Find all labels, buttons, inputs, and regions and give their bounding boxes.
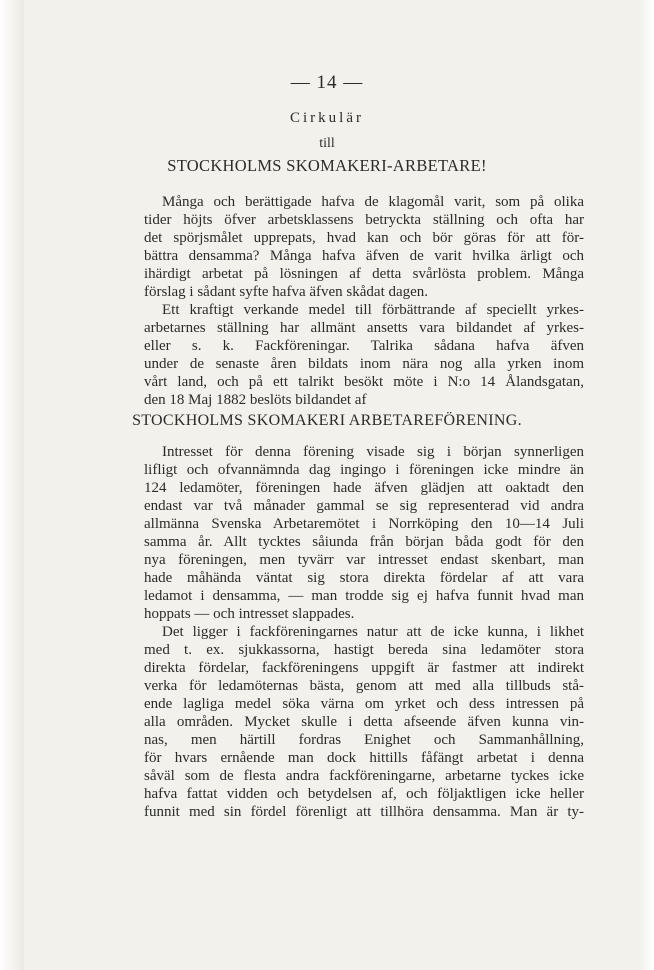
- text-line: ende lagliga medel söka värna om yrket och dess intressen på: [144, 696, 584, 712]
- text-line: verka för ledamöternas bästa, genom att med alla tillbuds stå-: [144, 678, 584, 694]
- text-line: ledamot i densamma, — man trodde sig ej hafva funnit hvad man: [144, 588, 584, 604]
- text-line: hoppats — och intresset slappades.: [144, 606, 355, 622]
- text-line: Ett kraftigt verkande medel till förbättrande af speciellt yrkes-: [162, 302, 584, 318]
- text-line: alla områden. Mycket skulle i detta afseende äfven kunna vin-: [144, 714, 584, 730]
- text-line: det spörjsmålet upprepats, hvad kan och bör göras för att för-: [144, 230, 584, 246]
- text-line: tider höjts öfver arbetsklassens betryckta ställning och ofta har: [144, 212, 584, 228]
- text-line: arbetarnes ställning har allmänt ansetts vara bildandet af yrkes-: [144, 320, 584, 336]
- text-line: såväl som de flesta andra fackföreningarne, arbetarne tyckes icke: [144, 768, 584, 784]
- text-line: hafva fattat vidden och betydelsen af, och följaktligen icke heller: [144, 786, 584, 802]
- text-line: nya föreningen, men tyvärr var intresset endast skenbart, man: [144, 552, 584, 568]
- text-line: vårt land, och på ett talrikt besökt möte i N:o 14 Ålandsgatan,: [144, 374, 584, 390]
- text-line: funnit med sin fördel förenligt att tillhöra densamma. Man är ty-: [144, 804, 584, 820]
- text-line: bättra densamma? Många hafva äfven de varit hvilka ärligt och: [144, 248, 584, 264]
- page-number: — 14 —: [290, 72, 364, 93]
- text-line: Många och berättigade hafva de klagomål varit, som på olika: [162, 194, 584, 210]
- heading-till: till: [319, 136, 335, 151]
- text-line: för hvars ernående man dock hittills fåfängt arbetat i denna: [144, 750, 584, 766]
- text-line: 124 ledamöter, föreningen hade äfven glädjen att oaktadt den: [144, 480, 584, 496]
- text-line: endast var två månader gammal se sig representerad vid andra: [144, 498, 584, 514]
- text-line: Intresset för denna förening visade sig i början synnerligen: [162, 444, 584, 460]
- text-line: lifligt och ofvannämnda dag ingingo i föreningen icke mindre än: [144, 462, 584, 478]
- heading-circular: Cirkulär: [290, 110, 364, 126]
- text-line: eller s. k. Fackföreningar. Talrika sådana hafva äfven: [144, 338, 584, 354]
- text-line: under de senaste åren bildats inom nära nog alla yrken inom: [144, 356, 584, 372]
- text-line: förslag i sådant syfte hafva äfven skådat dagen.: [144, 284, 429, 300]
- text-line: ihärdigt arbetat på lösningen af detta svårlösta problem. Många: [144, 266, 584, 282]
- society-heading: STOCKHOLMS SKOMAKERI ARBETAREFÖRENING.: [132, 412, 522, 429]
- text-line: den 18 Maj 1882 beslöts bildandet af: [144, 392, 367, 408]
- heading-addressee: STOCKHOLMS SKOMAKERI-ARBETARE!: [167, 156, 487, 175]
- text-line: Det ligger i fackföreningarnes natur att de icke kunna, i likhet: [162, 624, 584, 640]
- text-line: hade måhända väntat sig stora direkta fördelar af att vara: [144, 570, 584, 586]
- text-line: allmänna Svenska Arbetaremötet i Norrköping den 10—14 Juli: [144, 516, 584, 532]
- text-line: nas, men härtill fordras Enighet och Sammanhållning,: [144, 732, 584, 748]
- text-line: direkta fördelar, fackföreningens uppgift är fastmer att indirekt: [144, 660, 584, 676]
- text-line: med t. ex. sjukkassorna, hastigt bereda sina ledamöter stora: [144, 642, 584, 658]
- text-line: samma år. Allt tycktes såiunda från början båda godt för den: [144, 534, 584, 550]
